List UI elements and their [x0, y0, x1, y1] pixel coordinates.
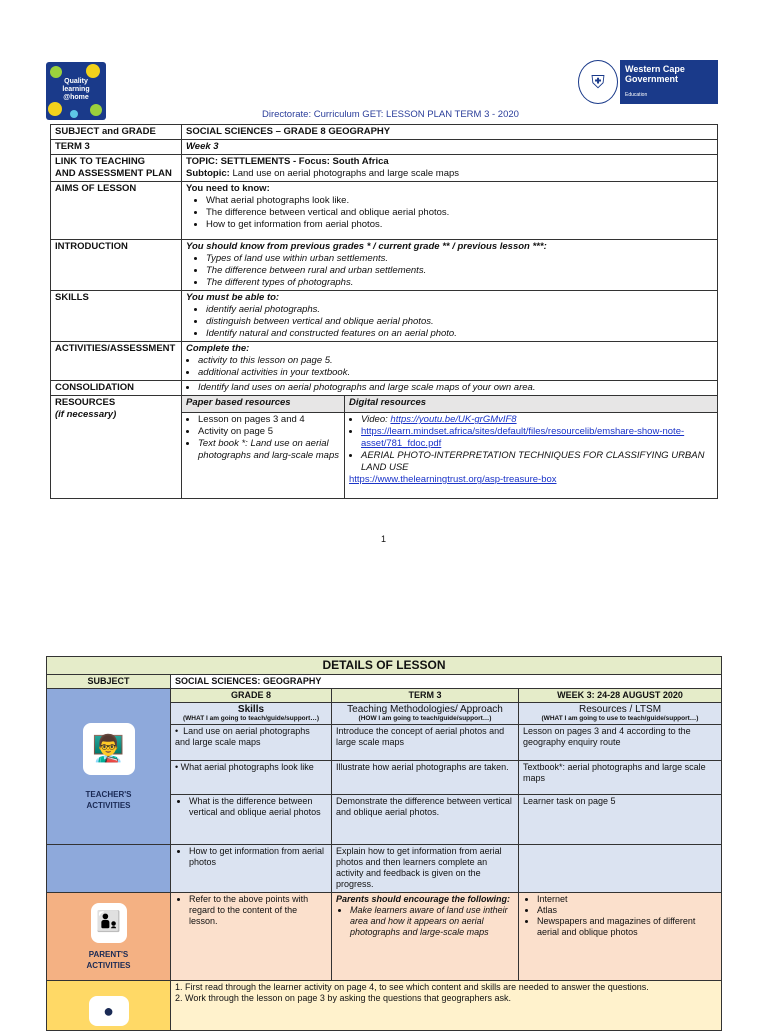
list-item: • What aerial photographs look like. [206, 195, 713, 207]
skill-cell: • What is the difference between vertical and oblique aerial photos [171, 795, 332, 845]
page-number: 1 [381, 534, 387, 544]
list-item: • activity to this lesson on page 5. [198, 355, 713, 367]
digital-heading: Digital resources [345, 396, 718, 413]
learner-step: 1. First read through the learner activity on page 4, to see which content and skills are needed to answer the questions. [175, 982, 649, 992]
skill-cell: • How to get information from aerial photos [171, 845, 332, 893]
list-item: • AERIAL PHOTO-INTERPRETATION TECHNIQUES FOR CLASSIFYING URBAN LAND USE [361, 450, 713, 474]
resources-label: RESOURCES (if necessary) [51, 396, 182, 499]
table-row [51, 155, 718, 182]
table-row [51, 140, 718, 155]
mindset-link[interactable]: https://learn.mindset.africa/sites/default/files/resourcelib/emshare-show-note-asset/781_fdoc.pdf [361, 426, 685, 450]
list-item: • distinguish between vertical and oblique aerial photos. [206, 316, 713, 328]
subject-value: SOCIAL SCIENCES: GEOGRAPHY [171, 675, 722, 689]
term-value: Week 3 [182, 140, 718, 155]
skills-cell: You must be able to: • identify aerial photographs. • distinguish between vertical and oblique aerial photos. • Identify natural and constructed features on an aerial photo. [182, 291, 718, 342]
learner-activities-label [47, 981, 171, 1031]
consolidation-cell [182, 381, 718, 396]
intro-cell: You should know from previous grades * / current grade ** / previous lesson ***: • Types of land use within urban settlements. • The difference between rural and urban settlements. • The different types of photographs. [182, 240, 718, 291]
parent-skill-cell: • Refer to the above points with regard to the content of the lesson. [171, 893, 332, 981]
term-cell: TERM 3 [332, 689, 519, 703]
activities-cell: Complete the: • activity to this lesson on page 5. • additional activities in your textbook. [182, 342, 718, 381]
parent-method-cell: Parents should encourage the following: • Make learners aware of land use intheir area and how it appears on aerial photographs and large-scale maps [332, 893, 519, 981]
table-row [51, 342, 718, 381]
coat-of-arms-icon: ⛨ [578, 60, 618, 104]
table-row [51, 396, 718, 413]
details-table [46, 656, 722, 1031]
resource-cell: Textbook*: aerial photographs and large scale maps [519, 761, 722, 795]
table-row [51, 381, 718, 396]
teacher-icon: 👨‍🏫 [83, 723, 135, 775]
aims-cell: You need to know: • What aerial photographs look like. • The difference between vertical and oblique aerial photos. • How to get information from aerial photos. [182, 182, 718, 240]
table-row [51, 240, 718, 291]
resource-cell: Learner task on page 5 [519, 795, 722, 845]
list-item [361, 426, 713, 450]
resources-col-header: Resources / LTSM (WHAT I am going to use to teach/guide/support…) [519, 703, 722, 725]
table-row [47, 689, 722, 703]
logo-text: Quality learning @home [62, 78, 90, 101]
method-cell: Explain how to get information from aerial photos and then learners complete an activity and feedback is given on the progress. [332, 845, 519, 893]
subject-value: SOCIAL SCIENCES – GRADE 8 GEOGRAPHY [182, 125, 718, 140]
list-item: • Identify natural and constructed features on an aerial photo. [206, 328, 713, 340]
list-item: • The difference between rural and urban settlements. [206, 265, 713, 277]
activities-label: ACTIVITIES/ASSESSMENT [51, 342, 182, 381]
table-row [47, 893, 722, 981]
learner-steps-cell [171, 981, 722, 1031]
learningtrust-link[interactable]: https://www.thelearningtrust.org/asp-treasure-box [349, 474, 557, 486]
table-row [47, 657, 722, 675]
list-item: • Types of land use within urban settlements. [206, 253, 713, 265]
method-cell: Introduce the concept of aerial photos and large scale maps [332, 725, 519, 761]
quality-learning-logo [46, 62, 106, 120]
list-item: • Identify land uses on aerial photographs and large scale maps of your own area. [198, 382, 713, 394]
list-item: • Lesson on pages 3 and 4 [198, 414, 340, 426]
table-row [51, 182, 718, 240]
details-title: DETAILS OF LESSON [47, 657, 722, 675]
lesson-plan-table [50, 124, 718, 499]
skill-cell: • What aerial photographs look like [171, 761, 332, 795]
consolidation-label: CONSOLIDATION [51, 381, 182, 396]
methods-col-header: Teaching Methodologies/ Approach (HOW I am going to teach/guide/support…) [332, 703, 519, 725]
table-row [47, 675, 722, 689]
subject-label: SUBJECT [47, 675, 171, 689]
table-row [51, 291, 718, 342]
skills-label: SKILLS [51, 291, 182, 342]
list-item: • Text book *: Land use on aerial photographs and larg-scale maps [198, 438, 340, 462]
directorate-title: Directorate: Curriculum GET: LESSON PLAN TERM 3 - 2020 [262, 109, 519, 120]
resource-cell: Lesson on pages 3 and 4 according to the geography enquiry route [519, 725, 722, 761]
grade-cell: GRADE 8 [171, 689, 332, 703]
method-cell: Illustrate how aerial photographs are taken. [332, 761, 519, 795]
list-item: • The difference between vertical and oblique aerial photos. [206, 207, 713, 219]
resource-cell [519, 845, 722, 893]
digital-cell [345, 413, 718, 499]
topic-cell: TOPIC: SETTLEMENTS - Focus: South Africa Subtopic: Land use on aerial photographs and large scale maps [182, 155, 718, 182]
wc-line3: Education [625, 92, 648, 98]
learner-step: 2. Work through the lesson on page 3 by asking the questions that geographers ask. [175, 993, 512, 1003]
parent-child-icon: 👨‍👦 [91, 903, 127, 943]
aims-label: AIMS OF LESSON [51, 182, 182, 240]
week-cell: WEEK 3: 24-28 AUGUST 2020 [519, 689, 722, 703]
list-item: • How to get information from aerial photos. [206, 219, 713, 231]
parent-activities-label: 👨‍👦 PARENT'S ACTIVITIES [47, 893, 171, 981]
term-label: TERM 3 [51, 140, 182, 155]
list-item: • identify aerial photographs. [206, 304, 713, 316]
list-item: • Activity on page 5 [198, 426, 340, 438]
table-row [51, 125, 718, 140]
link-label: LINK TO TEACHING AND ASSESSMENT PLAN [51, 155, 182, 182]
learner-icon: ● [89, 996, 129, 1026]
list-item: • Newspapers and magazines of different aerial and oblique photos [537, 916, 717, 938]
list-item: • Internet [537, 894, 717, 905]
video-link[interactable]: https://youtu.be/UK-grGMvIF8 [390, 414, 517, 426]
paper-heading: Paper based resources [182, 396, 345, 413]
table-row [47, 845, 722, 893]
skill-cell: • Land use on aerial photographs and large scale maps [171, 725, 332, 761]
western-cape-logo [578, 60, 718, 104]
list-item: • additional activities in your textbook. [198, 367, 713, 379]
skills-col-header: Skills (WHAT I am going to teach/guide/support…) [171, 703, 332, 725]
table-row [47, 981, 722, 1031]
parent-resource-cell [519, 893, 722, 981]
subject-label: SUBJECT and GRADE [51, 125, 182, 140]
list-item: • Video: https://youtu.be/UK-grGMvIF8 [361, 414, 713, 426]
list-item: • The different types of photographs. [206, 277, 713, 289]
list-item: • Atlas [537, 905, 717, 916]
wc-line1: Western Cape [625, 64, 685, 74]
wc-line2: Government [625, 74, 679, 84]
paper-cell [182, 413, 345, 499]
teacher-activities-label: 👨‍🏫 TEACHER'S ACTIVITIES [47, 689, 171, 845]
method-cell: Demonstrate the difference between vertical and oblique aerial photos. [332, 795, 519, 845]
intro-label: INTRODUCTION [51, 240, 182, 291]
teacher-filler [47, 845, 171, 893]
